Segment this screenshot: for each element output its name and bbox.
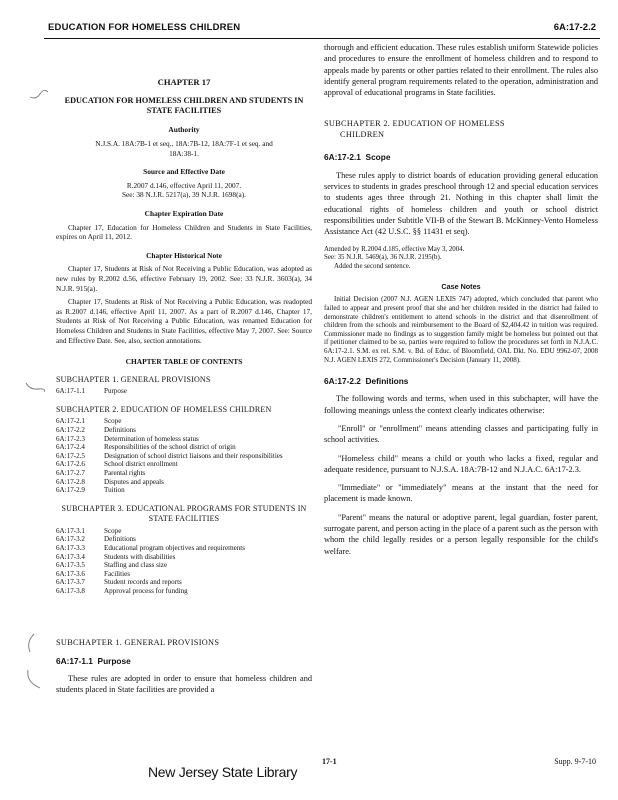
chapter-number: CHAPTER 17 xyxy=(157,77,211,87)
definition-enroll: "Enroll" or "enrollment" means attending classes and participating fully in school activities. xyxy=(324,424,598,445)
toc-title: Designation of school district liaisons and their responsibilities xyxy=(104,451,283,460)
margin-mark-icon xyxy=(22,632,46,692)
right-column xyxy=(324,42,598,557)
toc-title: Responsibilities of the school district of origin xyxy=(104,443,236,452)
toc-title: Tuition xyxy=(104,486,125,495)
header-rule xyxy=(44,38,600,39)
toc-num: 6A:17-2.6 xyxy=(56,460,85,469)
toc-num: 6A:17-2.3 xyxy=(56,434,85,443)
toc-title: Scope xyxy=(104,526,122,535)
scope-text: These rules apply to district boards of education providing general education services to students in grades preschool through 12 and special education services to students ages three through 21. Nothing in this chapter shall limit the educational rights of homeless children and youth or school district responsibilities under Subtitle VII-B of the Stewart B. McKinney-Vento Homeless Assistance Act (42 U.S.C. §§ 11431 et seq). xyxy=(324,170,598,237)
section-1-1-heading xyxy=(56,657,312,667)
expiration-heading: Chapter Expiration Date xyxy=(144,208,224,218)
section-title: Purpose xyxy=(97,656,131,667)
historical-paragraph-2: Chapter 17, Students at Risk of Not Receiving a Public Education, was readopted as R.2007 d.146, effective April 11, 2007. As a part of R.2007 d.146, Chapter 17, Students at Risk of Not Receiving a Public Education, was renamed Education for Homeless Children and Students in State Facilities, effective May 7, 2007. See: Source and Effective Date. See, also, section annotations. xyxy=(56,297,312,345)
definition-parent: "Parent" means the natural or adoptive parent, legal guardian, foster parent, surrogate parent, and person acting in the place of a parent such as the person with whom the child legally resides or a person legally responsible for the child's welfare. xyxy=(324,512,598,556)
library-watermark: New Jersey State Library xyxy=(148,764,298,780)
toc-title: Educational program objectives and requirements xyxy=(104,544,246,552)
toc-list-sub3 xyxy=(56,527,312,596)
toc-title: Students with disabilities xyxy=(104,552,176,561)
toc-num: 6A:17-3.8 xyxy=(56,586,85,595)
authority-text: N.J.S.A. 18A:7B-1 et seq., 18A:7B-12, 18A:7F-1 et seq. and 18A:38-1. xyxy=(95,139,273,158)
toc-num: 6A:17-3.6 xyxy=(56,569,85,578)
toc-subchapter-3: SUBCHAPTER 3. EDUCATIONAL PROGRAMS FOR STUDENTS IN STATE FACILITIES xyxy=(61,503,307,523)
section-title: Scope xyxy=(365,152,391,163)
section-number: 6A:17-2.1 xyxy=(324,152,361,163)
toc-num: 6A:17-2.7 xyxy=(56,469,85,478)
toc-num: 6A:17-3.1 xyxy=(56,526,85,535)
toc-title: Facilities xyxy=(104,569,131,578)
historical-heading: Chapter Historical Note xyxy=(146,250,222,260)
amended-note xyxy=(324,246,598,272)
toc-num: 6A:17-2.1 xyxy=(56,417,85,426)
toc-num: 6A:17-2.4 xyxy=(56,443,85,452)
expiration-text: Chapter 17, Education for Homeless Children and Students in State Facilities, expires on April 11, 2012. xyxy=(56,222,312,242)
toc-num: 6A:17-3.4 xyxy=(56,552,85,561)
subchapter-2-line-1: SUBCHAPTER 2. EDUCATION OF HOMELESS xyxy=(324,119,505,129)
toc-title: Definitions xyxy=(104,426,136,435)
source-heading: Source and Effective Date xyxy=(143,167,225,177)
toc-list-sub2 xyxy=(56,417,312,494)
toc-num: 6A:17-2.2 xyxy=(56,426,85,435)
section-2-1-heading xyxy=(324,152,598,163)
definition-homeless-child: "Homeless child" means a child or youth who lacks a fixed, regular and adequate residence, pursuant to N.J.S.A. 18A:7B-12 and N.J.A.C. 6A:17-2.3. xyxy=(324,453,598,474)
body-subchapter-1-heading: SUBCHAPTER 1. GENERAL PROVISIONS xyxy=(56,637,220,647)
authority-heading: Authority xyxy=(168,125,200,135)
toc-subchapter-2: SUBCHAPTER 2. EDUCATION OF HOMELESS CHILDREN xyxy=(56,404,272,414)
chapter-title: EDUCATION FOR HOMELESS CHILDREN AND STUDENTS IN STATE FACILITIES xyxy=(64,95,304,115)
margin-mark-icon xyxy=(28,88,50,102)
toc-title: Scope xyxy=(104,417,122,426)
case-notes-heading: Case Notes xyxy=(441,282,481,292)
section-2-2-heading xyxy=(324,376,598,387)
toc-num: 6A:17-1.1 xyxy=(56,387,85,396)
toc-title: Disputes and appeals xyxy=(104,477,164,486)
historical-paragraph-1: Chapter 17, Students at Risk of Not Receiving a Public Education, was adopted as new rules by R.2002 d.56, effective February 19, 2002. See: 33 N.J.R. 3603(a), 34 N.J.R. 915(a). xyxy=(56,264,312,293)
definitions-intro: The following words and terms, when used in this subchapter, will have the following meanings unless the context clearly indicates otherwise: xyxy=(324,394,598,415)
amended-line-2: See: 35 N.J.R. 5469(a), 36 N.J.R. 2195(b). xyxy=(324,254,442,262)
toc-num: 6A:17-3.5 xyxy=(56,561,85,570)
toc-num: 6A:17-2.5 xyxy=(56,451,85,460)
toc-num: 6A:17-2.9 xyxy=(56,486,85,495)
toc-title: Approval process for funding xyxy=(104,586,188,595)
toc-num: 6A:17-3.2 xyxy=(56,535,85,544)
amended-line-1: Amended by R.2004 d.185, effective May 3, 2004. xyxy=(324,245,465,253)
toc-title: Purpose xyxy=(104,387,127,396)
running-header-section: 6A:17-2.2 xyxy=(553,22,596,33)
purpose-continued: thorough and efficient education. These rules establish uniform Statewide policies and procedures to ensure the enrollment of homeless children and to respond to appeals made by parents or other parties related to their enrollment. The rules also identify general program requirements related to the operation, administration and approval of educational programs in State facilities. xyxy=(324,43,598,98)
left-column xyxy=(56,58,312,695)
source-line-1: R.2007 d.146, effective April 11, 2007. xyxy=(126,180,242,190)
toc-title: School district enrollment xyxy=(104,460,178,469)
amended-line-3: Added the second sentence. xyxy=(334,262,411,270)
running-header-title: EDUCATION FOR HOMELESS CHILDREN xyxy=(48,22,241,33)
section-title: Definitions xyxy=(365,376,409,387)
toc-num: 6A:17-3.3 xyxy=(56,544,85,552)
page-number: 17-1 xyxy=(322,757,337,766)
margin-mark-icon xyxy=(24,380,46,394)
toc-num: 6A:17-3.7 xyxy=(56,578,85,587)
toc-title: Parental rights xyxy=(104,469,146,478)
definition-immediate: "Immediate" or "immediately" means at the instant that the need for placement is made known. xyxy=(324,483,598,504)
section-number: 6A:17-1.1 xyxy=(56,656,93,667)
toc-list-sub1 xyxy=(56,387,312,396)
toc-num: 6A:17-2.8 xyxy=(56,477,85,486)
toc-title: Determination of homeless status xyxy=(104,434,199,443)
supplement-date: Supp. 9-7-10 xyxy=(554,757,596,766)
toc-heading: CHAPTER TABLE OF CONTENTS xyxy=(125,357,243,367)
subchapter-2-line-2: CHILDREN xyxy=(340,130,385,140)
subchapter-2-heading xyxy=(324,118,598,140)
section-number: 6A:17-2.2 xyxy=(324,376,361,387)
purpose-text: These rules are adopted in order to ensure that homeless children and students placed in State facilities are provided a xyxy=(56,673,312,695)
toc-subchapter-1: SUBCHAPTER 1. GENERAL PROVISIONS xyxy=(56,374,211,384)
toc-title: Staffing and class size xyxy=(104,561,168,570)
toc-title: Definitions xyxy=(104,535,136,544)
toc-title: Student records and reports xyxy=(104,578,182,587)
source-line-2: See: 38 N.J.R. 5217(a), 39 N.J.R. 1698(a). xyxy=(121,190,247,200)
case-notes-text: Initial Decision (2007 N.J. AGEN LEXIS 747) adopted, which concluded that parent who failed to appear and present proof that she and her children resided in the district had failed to demonstrate children's entitlement to attend schools in the district and that disenrollment of children from the schools and reimbursement to the Board of $2,404.42 in tuition was required. Commissioner made no findings as to suggestion family might be homeless but pointed out that if petitioner claimed to be so, parties were required to follow the procedures set forth in N.J.A.C. 6A:17-2.1. S.M. ex rel. S.M. v. Bd. of Educ. of Bloomfield, OAL Dkt. No. EDU 9962-07, 2008 N.J. AGEN LEXIS 272, Commissioner's Decision (January 11, 2008). xyxy=(324,295,598,364)
